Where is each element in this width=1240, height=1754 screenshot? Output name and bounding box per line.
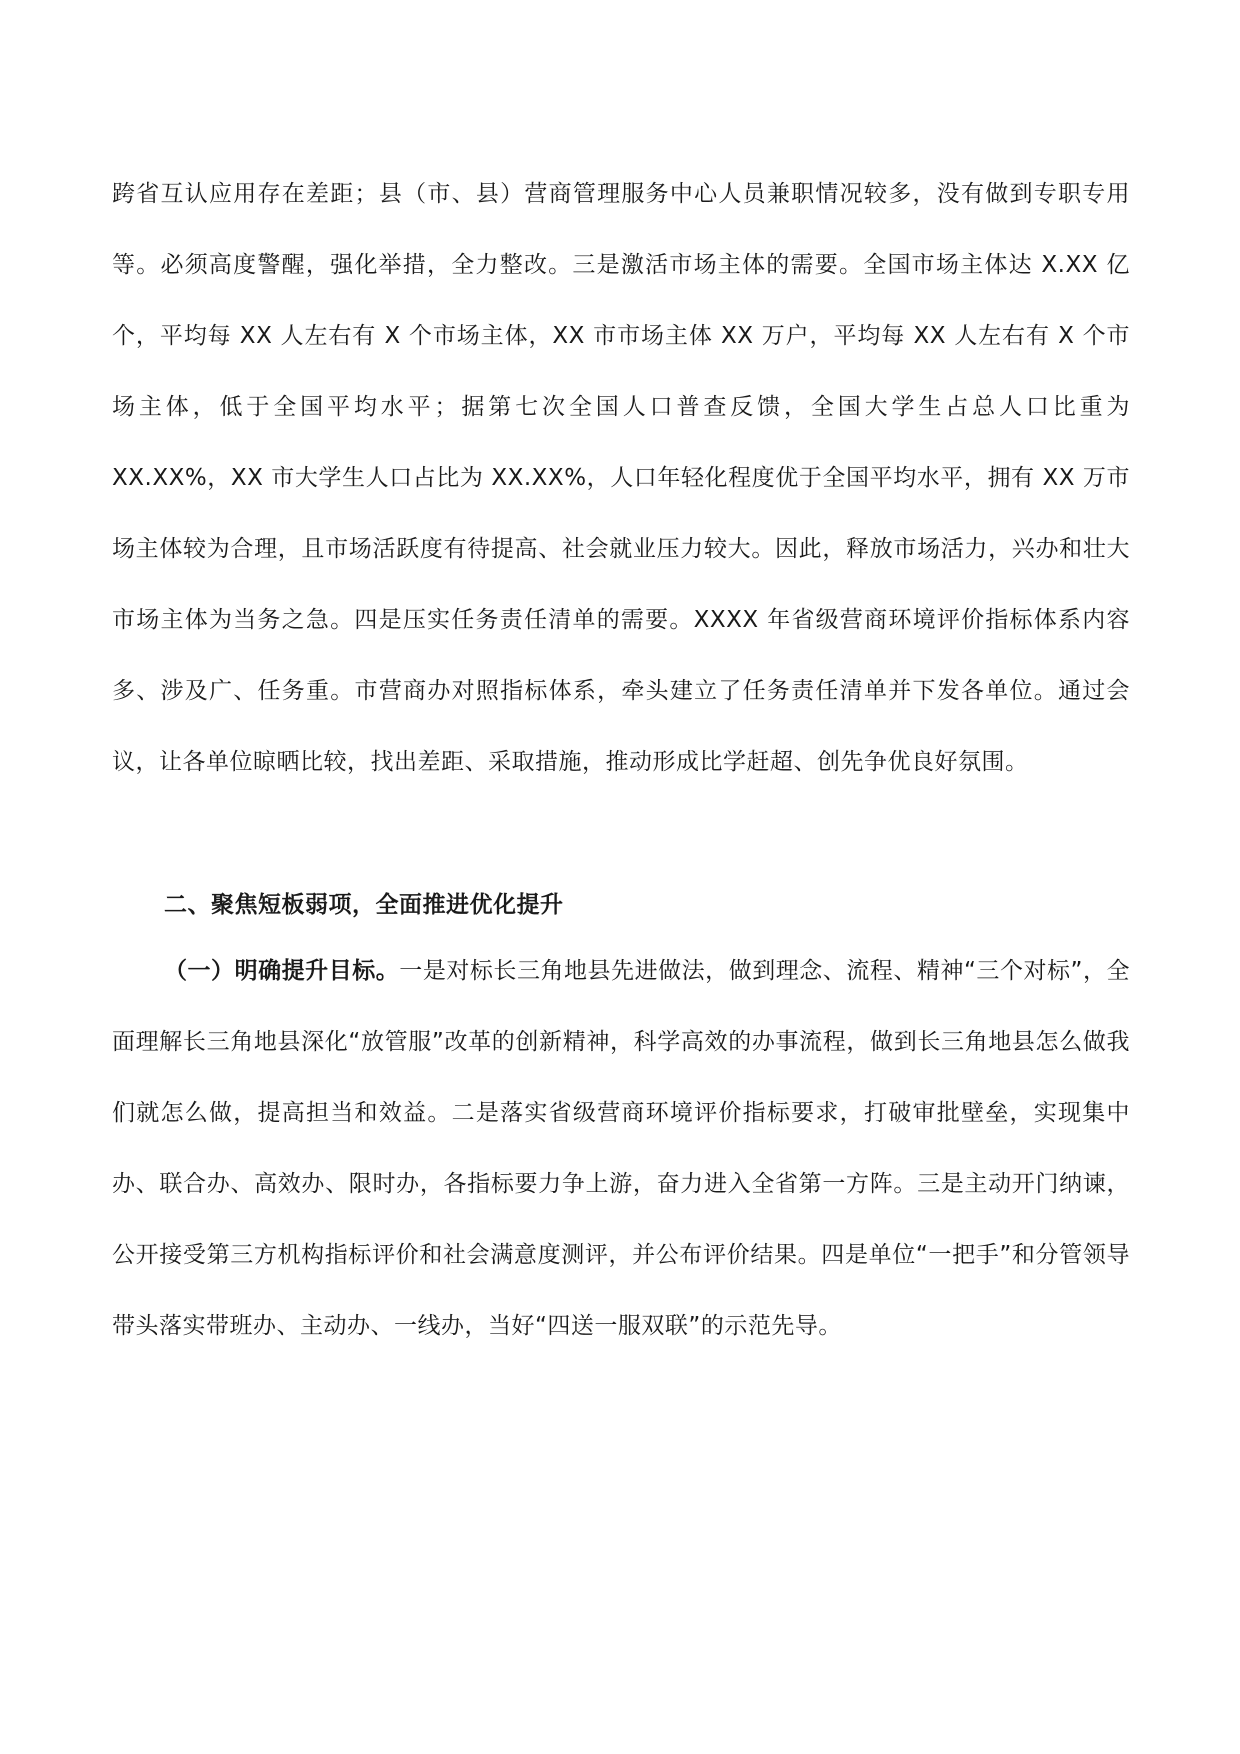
subsection-block	[112, 936, 1130, 1362]
subsection-body: 一是对标长三角地县先进做法，做到理念、流程、精神“三个对标”，全面理解长三角地县深化“放管服”改革的创新精神，科学高效的办事流程，做到长三角地县怎么做我们就怎么做，提高担当和效益。二是落实省级营商环境评价指标要求，打破审批壁垒，实现集中办、联合办、高效办、限时办，各指标要力争上游，奋力进入全省第一方阵。三是主动开门纳谏，公开接受第三方机构指标评价和社会满意度测评，并公布评价结果。四是单位“一把手”和分管领导带头落实带班办、主动办、一线办，当好“四送一服双联”的示范先导。	[112, 958, 1131, 1339]
subsection-lead: （一）明确提升目标。	[164, 958, 400, 984]
paragraph-continuation: 跨省互认应用存在差距；县（市、县）营商管理服务中心人员兼职情况较多，没有做到专职专用等。必须高度警醒，强化举措，全力整改。三是激活市场主体的需要。全国市场主体达 X.XX 亿个，平均每 XX 人左右有 X 个市场主体，XX 市市场主体 XX 万户，平均每 XX 人左右有 X 个市场主体，低于全国平均水平；据第七次全国人口普查反馈，全国大学生占总人口比重为 XX.XX%，XX 市大学生人口占比为 XX.XX%，人口年轻化程度优于全国平均水平，拥有 XX 万市场主体较为合理，且市场活跃度有待提高、社会就业压力较大。因此，释放市场活力，兴办和壮大市场主体为当务之急。四是压实任务责任清单的需要。XXXX 年省级营商环境评价指标体系内容多、涉及广、任务重。市营商办对照指标体系，牵头建立了任务责任清单并下发各单位。通过会议，让各单位晾晒比较，找出差距、采取措施，推动形成比学赶超、创先争优良好氛围。	[112, 181, 1130, 775]
subsection-paragraph	[112, 936, 1130, 1362]
body-text-block	[112, 159, 1130, 798]
section-heading: 二、聚焦短板弱项，全面推进优化提升	[164, 892, 564, 918]
section-heading-block	[112, 870, 1130, 941]
